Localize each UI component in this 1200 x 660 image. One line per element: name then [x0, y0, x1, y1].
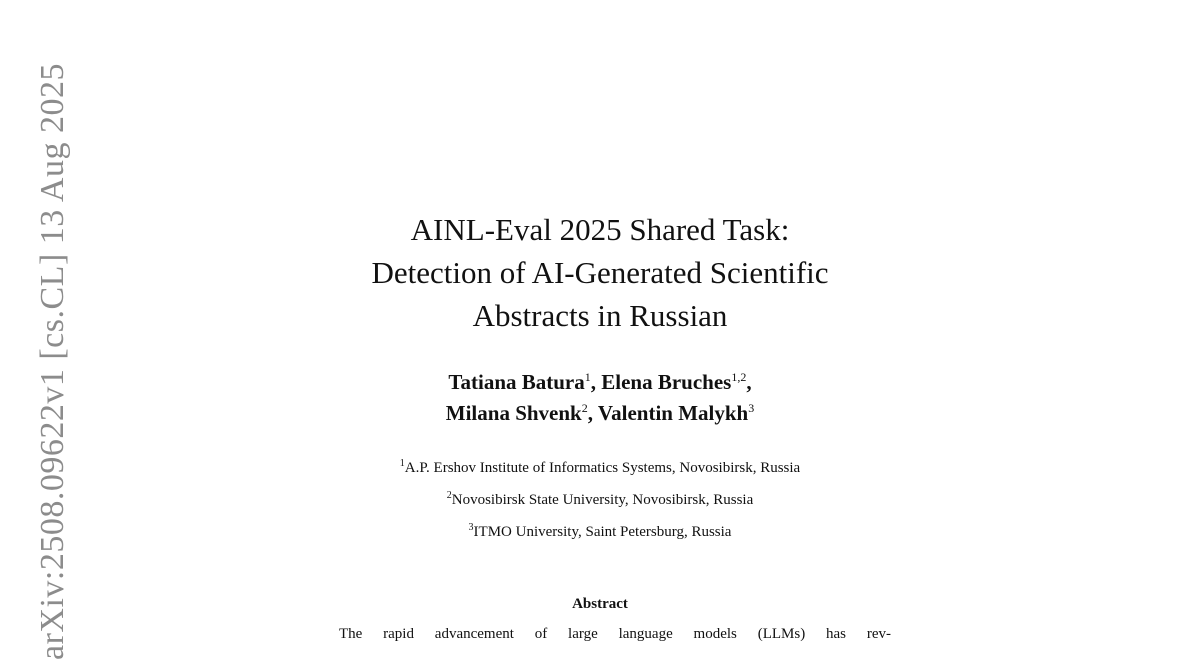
- title-line-2: Detection of AI-Generated Scientific: [371, 255, 829, 290]
- arxiv-side-stamp: arXiv:2508.09622v1 [cs.CL] 13 Aug 2025: [34, 63, 71, 660]
- affiliation-mark: 1: [399, 458, 405, 469]
- affiliation-item: [0, 482, 1200, 514]
- author-list: [0, 364, 1200, 426]
- affiliation-mark: 2: [446, 490, 452, 501]
- title-line-3: Abstracts in Russian: [472, 298, 728, 333]
- affiliation-text: ITMO University, Saint Petersburg, Russia: [473, 524, 732, 540]
- author-affiliation-mark: 2: [581, 401, 588, 415]
- author-name: Valentin Malykh: [597, 401, 749, 425]
- affiliation-text: A.P. Ershov Institute of Informatics Systems, Novosibirsk, Russia: [404, 460, 801, 476]
- author-line-1: Tatiana Batura$^1$, Elena Bruches$^{1,2}$,: [448, 370, 752, 394]
- affiliation-mark: 3: [468, 522, 474, 533]
- affiliation-item: [0, 450, 1200, 482]
- author-name: Milana Shvenk: [445, 401, 582, 425]
- affiliation-list: [0, 450, 1200, 546]
- author-line-2: Milana Shvenk$^2$, Valentin Malykh$^3$: [445, 401, 755, 425]
- author-affiliation-mark: 1: [584, 370, 591, 384]
- paper-title: [0, 208, 1200, 337]
- affiliation-text: Novosibirsk State University, Novosibirsk, Russia: [451, 492, 754, 508]
- author-name: Elena Bruches: [601, 370, 732, 394]
- author-affiliation-mark: 1,2: [731, 370, 747, 384]
- author-name: Tatiana Batura: [448, 370, 585, 394]
- abstract-heading: Abstract: [572, 596, 628, 612]
- author-affiliation-mark: 3: [748, 401, 755, 415]
- affiliation-item: [0, 514, 1200, 546]
- title-line-1: AINL-Eval 2025 Shared Task:: [410, 212, 790, 247]
- abstract-first-line: The rapid advancement of large language models (LLMs) has rev-: [339, 626, 891, 642]
